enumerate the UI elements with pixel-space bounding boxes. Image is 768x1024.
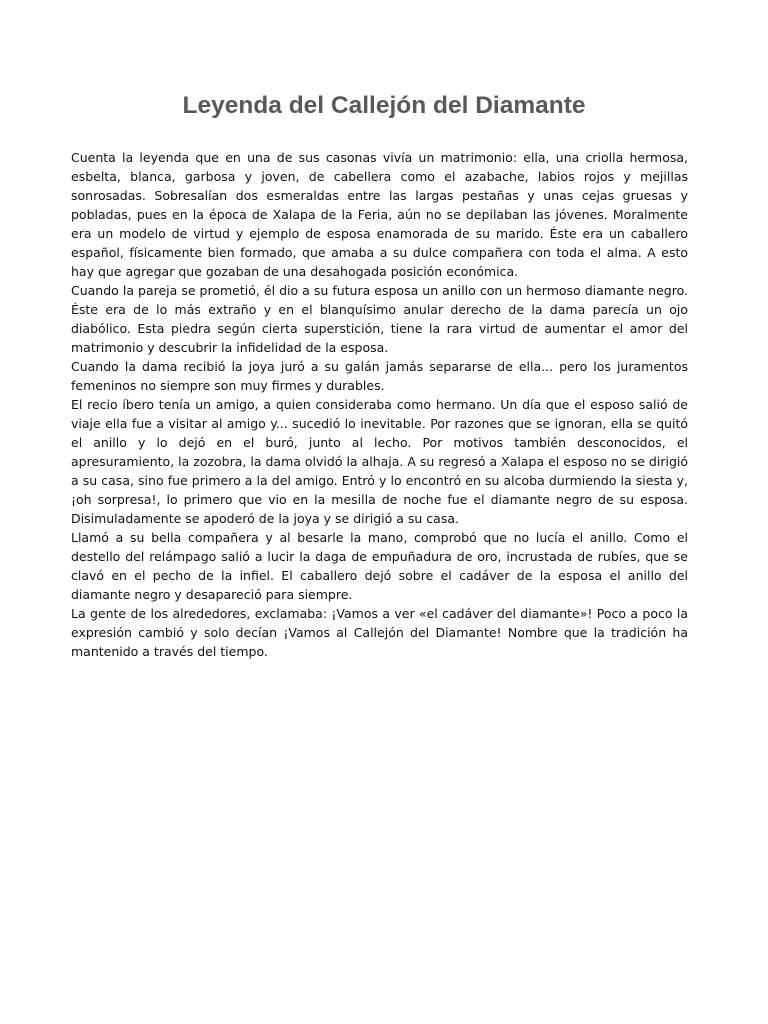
paragraph: Cuenta la leyenda que en una de sus casonas vivía un matrimonio: ella, una criolla hermosa, esbelta, blanca, garbosa y joven, de cabellera como el azabache, labios rojos y mejillas sonrosadas. Sobresalían dos esmeraldas entre las largas pestañas y unas cejas gruesas y pobladas, pues en la época de Xalapa de la Feria, aún no se depilaban las jóvenes. Moralmente era un modelo de virtud y ejemplo de esposa enamorada de su marido. Éste era un caballero español, físicamente bien formado, que amaba a su dulce compañera con toda el alma. A esto hay que agregar que gozaban de una desahogada posición económica. <box>71 150 688 279</box>
paragraph: El recio íbero tenía un amigo, a quien consideraba como hermano. Un día que el esposo salió de viaje ella fue a visitar al amigo y... sucedió lo inevitable. Por razones que se ignoran, ella se quitó el anillo y lo dejó en el buró, junto al lecho. Por motivos también desconocidos, el apresuramiento, la zozobra, la dama olvidó la alhaja. A su regresó a Xalapa el esposo no se dirigió a su casa, sino fue primero a la del amigo. Entró y lo encontró en su alcoba durmiendo la siesta y, ¡oh sorpresa!, lo primero que vio en la mesilla de noche fue el diamante negro de su esposa. Disimuladamente se apoderó de la joya y se dirigió a su casa. <box>71 397 688 526</box>
paragraph: Cuando la dama recibió la joya juró a su galán jamás separarse de ella... pero los juramentos femeninos no siempre son muy firmes y durables. <box>71 359 688 393</box>
document-body <box>71 148 688 661</box>
paragraph: La gente de los alrededores, exclamaba: ¡Vamos a ver «el cadáver del diamante»! Poco a poco la expresión cambió y solo decían ¡Vamos al Callejón del Diamante! Nombre que la tradición ha mantenido a través del tiempo. <box>71 606 688 659</box>
paragraph: Cuando la pareja se prometió, él dio a su futura esposa un anillo con un hermoso diamante negro. Éste era de lo más extraño y en el blanquísimo anular derecho de la dama parecía un ojo diabólico. Esta piedra según cierta superstición, tiene la rara virtud de aumentar el amor del matrimonio y descubrir la infidelidad de la esposa. <box>71 283 688 355</box>
document-title: Leyenda del Callejón del Diamante <box>182 92 586 119</box>
paragraph: Llamó a su bella compañera y al besarle la mano, comprobó que no lucía el anillo. Como el destello del relámpago salió a lucir la daga de empuñadura de oro, incrustada de rubíes, que se clavó en el pecho de la infiel. El caballero dejó sobre el cadáver de la esposa el anillo del diamante negro y desapareció para siempre. <box>71 530 688 602</box>
